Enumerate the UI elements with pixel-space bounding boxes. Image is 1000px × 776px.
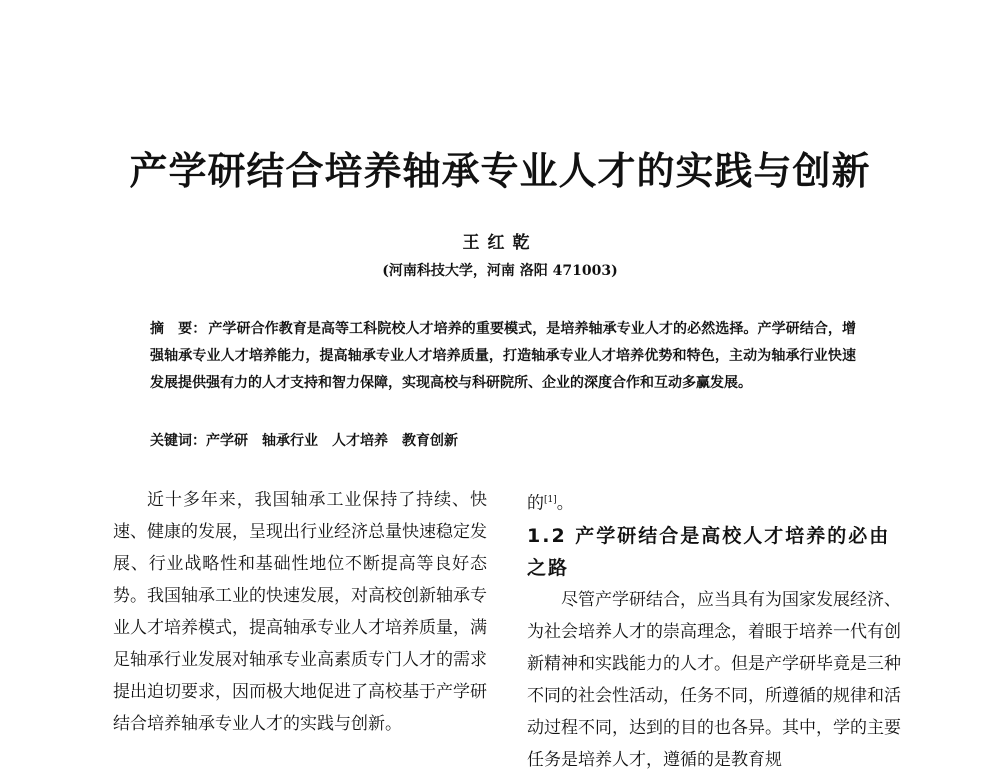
body-column-left [113, 484, 487, 740]
keyword: 教育创新 [402, 433, 458, 449]
keywords-label: 关键词： [150, 433, 206, 449]
keyword: 产学研 [206, 433, 248, 449]
keyword: 轴承行业 [262, 433, 318, 449]
citation-ref: [1] [544, 495, 557, 505]
abstract [150, 316, 856, 397]
author-name: 王红乾 [462, 233, 538, 253]
continued-word: 的 [527, 493, 544, 514]
continued-text [527, 484, 901, 520]
abstract-text: 产学研合作教育是高等工科院校人才培养的重要模式，是培养轴承专业人才的必然选择。产学研结合，增强轴承专业人才培养能力，提高轴承专业人才培养质量，打造轴承专业人才培养优势和特色，主动为轴承行业快速发展提供强有力的人才支持和智力保障，实现高校与科研院所、企业的深度合作和互动多赢发展。 [150, 321, 856, 391]
keyword: 人才培养 [332, 433, 388, 449]
continued-punct: 。 [556, 493, 574, 514]
keywords [150, 428, 856, 455]
author-affiliation: (河南科技大学，河南 洛阳 471003) [382, 263, 618, 279]
body-paragraph: 尽管产学研结合，应当具有为国家发展经济、为社会培养人才的崇高理念，着眼于培养一代有创新精神和实践能力的人才。但是产学研毕竟是三种不同的社会性活动，任务不同，所遵循的规律和活动过程不同，达到的目的也各异。其中，学的主要任务是培养人才，遵循的是教育规 [527, 589, 901, 770]
body-column-right [527, 484, 901, 776]
paper-title: 产学研结合培养轴承专业人才的实践与创新 [129, 148, 871, 193]
section-heading: 1.2 产学研结合是高校人才培养的必由之路 [527, 524, 891, 579]
body-paragraph: 近十多年来，我国轴承工业保持了持续、快速、健康的发展，呈现出行业经济总量快速稳定发展、行业战略性和基础性地位不断提高等良好态势。我国轴承工业的快速发展，对高校创新轴承专业人才培养模式，提高轴承专业人才培养质量，满足轴承行业发展对轴承专业高素质专门人才的需求提出迫切要求，因而极大地促进了高校基于产学研结合培养轴承专业人才的实践与创新。 [113, 490, 487, 734]
abstract-label: 摘 要： [150, 321, 207, 337]
